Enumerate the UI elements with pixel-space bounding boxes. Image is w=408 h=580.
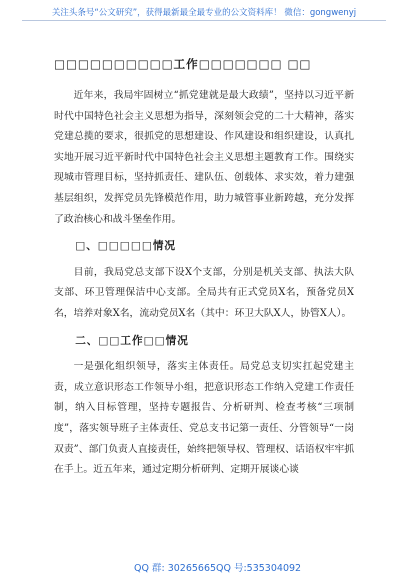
header-divider: [22, 20, 386, 21]
section-2-heading: 二、□□工作□□情况: [75, 334, 189, 347]
footer-qq-number: QQ 号:535304092: [216, 563, 302, 574]
document-body: [54, 56, 354, 481]
footer-qq-group: QQ 群: 30265665: [134, 563, 217, 574]
section-1-heading: □、□□□□□情况: [75, 240, 177, 253]
document-title: □□□□□□□□□□工作□□□□□□□ □□: [54, 57, 312, 71]
section-1-paragraph: 目前，我局党总支部下设X个支部，分别是机关支部、执法大队支部、环卫管理保洁中心支部。全局共有正式党员X名，预备党员X名，培养对象X名，流动党员X名（其中：环卫大队X人，协管X人）。: [54, 266, 354, 319]
intro-paragraph: 近年来，我局牢固树立“抓党建就是最大政绩”，坚持以习近平新时代中国特色社会主义思想为指导，深刻领会党的二十大精神，落实党建总揽的要求，很抓党的思想建设、作风建设和组织建设，认真扎实地开展习近平新时代中国特色社会主义思想主题教育工作。围绕实现城市管理目标，坚持抓责任、建队伍、创载体、求实效，着力建强基层组织，发挥党员先锋模范作用，助力城管事业新跨越，充分发挥了政治核心和战斗堡垒作用。: [54, 90, 354, 225]
header-banner: 关注头条号“公文研究”，获得最新最全最专业的公文资料库！ 微信：gongwenyj: [51, 8, 357, 18]
section-2-paragraph: 一是强化组织领导，落实主体责任。局党总支切实扛起党建主责，成立意识形态工作领导小组，把意识形态工作纳入党建工作责任制，纳入目标管理，坚持专题报告、分析研判、检查考核“三项制度”，落实领导班子主体责任、党总支书记第一责任、分管领导“一岗双责”、部门负责人直接责任，始终把领导权、管理权、话语权牢牢抓在手上。近五年来，通过定期分析研判、定期开展谈心谈: [54, 361, 354, 476]
